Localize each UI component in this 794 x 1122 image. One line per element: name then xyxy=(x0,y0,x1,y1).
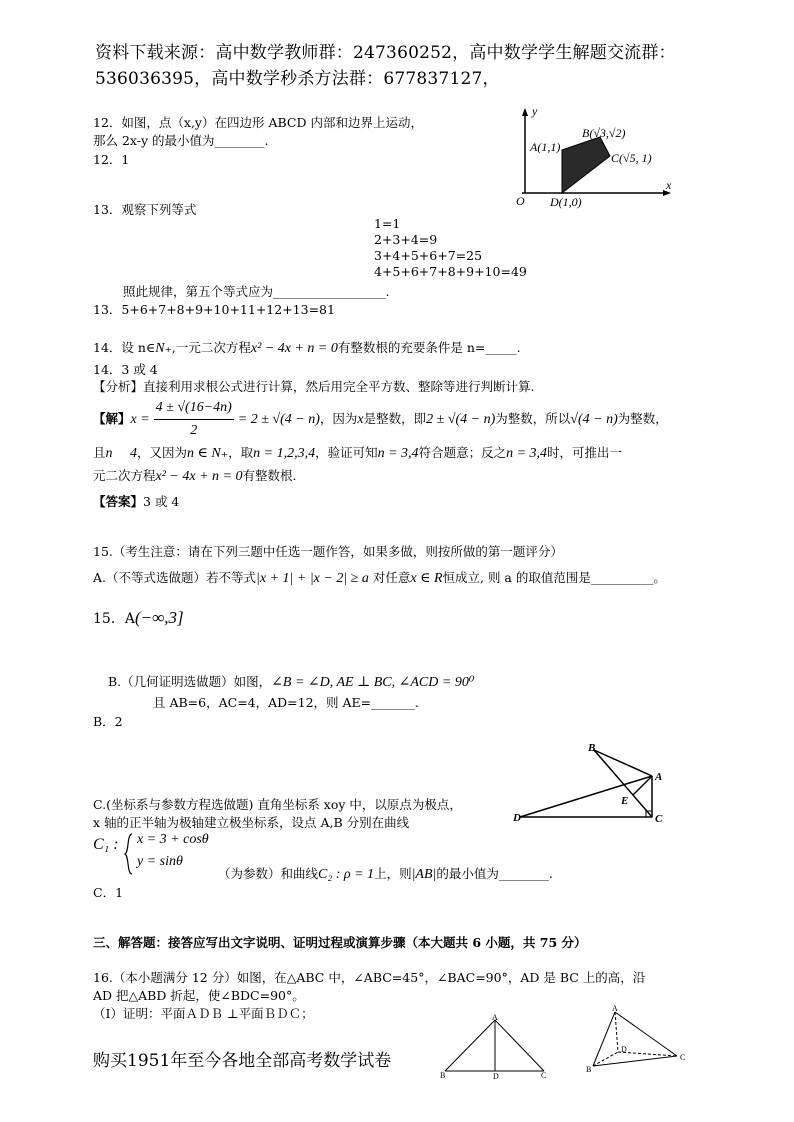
q14-solution-t3: 为整数，所以 xyxy=(495,411,571,426)
q14-l2-f: 时，可推出一 xyxy=(547,445,623,460)
q15b-label-e: E xyxy=(621,795,629,807)
q15c-c1-label xyxy=(93,836,119,854)
q14-solution-e4: √(4 − n) xyxy=(570,412,618,427)
q14-solution-t4: 为整数， xyxy=(617,411,668,426)
q12-answer: 12．1 xyxy=(93,152,130,167)
section3-title: 三、解答题：接答应写出文字说明、证明过程或演算步骤（本大题共 6 小题，共 75 分） xyxy=(93,935,587,950)
q16-figure-flat xyxy=(440,1014,550,1080)
q16-line1: 16.（本小题满分 12 分）如图，在△ABC 中，∠ABC=45°，∠BAC=90°，AD 是 BC 上的高，沿 xyxy=(93,970,646,985)
q14-solution-line2 xyxy=(93,442,622,462)
q14-solution-x: x = xyxy=(130,412,150,427)
q14-stem-b: ,一元二次方程 xyxy=(171,340,251,355)
q14-l3-b: 有整数根. xyxy=(242,468,297,483)
q14-analysis-text: 直接利用求根公式进行计算，然后用完全平方数、整除等进行判断计算. xyxy=(143,379,535,394)
q14-solution-t1: ，因为 xyxy=(319,411,358,426)
q16-fig2-b: B xyxy=(586,1065,592,1074)
q15c-answer: C．1 xyxy=(93,885,124,900)
q15c-param-text: （为参数）和曲线 xyxy=(218,866,319,881)
q12-y-label: y xyxy=(532,104,538,118)
q16-figure-folded xyxy=(585,1004,695,1078)
q15c-tail xyxy=(218,864,553,883)
q14-analysis-tag: 【分析】 xyxy=(93,379,144,394)
q12-label-a: A(1,1) xyxy=(530,140,561,154)
q14-l2-b: ，又因为 xyxy=(137,445,188,460)
q15c-brace xyxy=(124,832,134,876)
q13-equation-2: 2+3+4=9 xyxy=(374,232,438,247)
q15a-answer-prefix: 15．A xyxy=(93,611,135,627)
q14-fraction-numerator: 4 ± √(16−4n) xyxy=(154,397,234,420)
footer-banner: 购买1951年至今各地全部高考数学试卷 xyxy=(93,1051,392,1071)
q15b-pre: B.（几何证明选做题）如图， xyxy=(108,674,272,689)
q14-stem-a: 14．设 n∈ xyxy=(93,340,156,355)
q15a-stem xyxy=(93,568,666,587)
q15a-pre: A.（不等式选做题）若不等式 xyxy=(93,570,257,585)
q15b-line2: 且 AB=6，AC=4，AD=12，则 AE=_______. xyxy=(153,695,419,710)
q15b-label-a: A xyxy=(655,771,663,783)
q14-l2-d: ，验证可知 xyxy=(315,445,378,460)
q14-stem-c: 有整数根的充要条件是 n=_____. xyxy=(337,340,521,355)
q12-label-b: B(√3,√2) xyxy=(582,126,626,140)
q14-l3-eq: x² − 4x + n = 0 xyxy=(155,469,243,484)
q15b-label-c: C xyxy=(655,813,663,825)
q15b-condition: ∠B = ∠D, AE ⊥ BC, ∠ACD = 90⁰ xyxy=(271,675,475,690)
q15c-line1: C.(坐标系与参数方程选做题) 直角坐标系 xoy 中，以原点为极点， xyxy=(93,797,462,812)
q12-origin-label: O xyxy=(516,194,525,208)
q14-final-answer xyxy=(93,492,179,510)
q15c-line2: x 轴的正半轴为极轴建立极坐标系，设点 A,B 分别在曲线 xyxy=(93,815,410,830)
source-banner-line2: 536036395，高中数学秒杀方法群：677837127， xyxy=(95,69,500,89)
q15c-system-eq1: x = 3 + cosθ xyxy=(137,832,209,847)
q12-x-label: x xyxy=(666,178,672,192)
q14-solution-eq2: = 2 ± √(4 − n) xyxy=(237,412,320,427)
q12-stem-line1: 12．如图，点（x,y）在四边形 ABCD 内部和边界上运动， xyxy=(93,115,423,130)
q14-l2-n: n 4 xyxy=(105,446,138,461)
q14-l3-a: 元二次方程 xyxy=(93,468,156,483)
q15a-post: 恒成立, 则 a 的取值范围是__________。 xyxy=(442,570,666,585)
q14-solution-t2: 是整数，即 xyxy=(363,411,427,426)
q15b-triangle-figure xyxy=(510,740,675,830)
q15b-label-d: D xyxy=(513,812,521,824)
q15c-on-text: 上，则 xyxy=(374,866,412,881)
q14-solution-fraction xyxy=(154,397,234,442)
q14-fraction-denominator: 2 xyxy=(190,423,198,438)
q16-line2: AD 把△ABD 折起，使∠BDC=90°。 xyxy=(93,988,305,1003)
q16-fig1-d: D xyxy=(493,1072,499,1081)
q14-analysis xyxy=(93,377,535,395)
q16-fig1-a: A xyxy=(492,1013,498,1022)
q16-fig2-a: A xyxy=(612,1004,618,1013)
q16-fig1-b: B xyxy=(440,1071,446,1080)
q12-quadrilateral-figure xyxy=(510,105,680,215)
q14-l2-ok: n = 3,4 xyxy=(377,446,419,461)
q14-solution-line3 xyxy=(93,466,296,485)
q15b-label-b: B xyxy=(588,742,596,754)
q15b-answer: B．2 xyxy=(93,714,123,729)
q13-equation-4: 4+5+6+7+8+9+10=49 xyxy=(374,264,527,279)
q14-answer-value: 3 或 4 xyxy=(143,494,180,509)
q14-solution-xvar: x xyxy=(357,412,364,427)
q14-answer-tag: 【答案】 xyxy=(93,494,144,509)
q13-equation-1: 1=1 xyxy=(374,216,401,231)
q12-shaded-region xyxy=(562,137,610,193)
q12-stem-line2: 那么 2x-y 的最小值为________. xyxy=(93,133,269,148)
q12-label-c: C(√5, 1) xyxy=(611,151,652,165)
q12-label-d: D(1,0) xyxy=(550,195,582,209)
q16-fig1-c: C xyxy=(541,1071,547,1080)
q14-l2-rev: n = 3,4 xyxy=(506,446,548,461)
q14-stem-nplus: N₊ xyxy=(155,341,172,356)
q15c-system-eq2: y = sinθ xyxy=(137,854,183,869)
q14-l2-vals: n = 1,2,3,4 xyxy=(253,446,316,461)
q14-answer: 14．3 或 4 xyxy=(93,362,158,377)
q15c-post: 的最小值为________. xyxy=(436,866,553,881)
q14-solution-e3: 2 ± √(4 − n) xyxy=(426,412,496,427)
q15a-answer-interval: (−∞,3] xyxy=(134,608,184,627)
q13-answer: 13．5+6+7+8+9+10+11+12+13=81 xyxy=(93,302,335,317)
q14-l2-c: ，取 xyxy=(228,445,254,460)
q14-solution-tag: 【解】 xyxy=(93,411,131,426)
q15b-stem xyxy=(108,672,474,691)
q14-l2-nin: n ∈ N₊ xyxy=(187,446,229,461)
q14-l2-e: 符合题意；反之 xyxy=(418,445,507,460)
q15a-condition: x ∈ R xyxy=(410,571,443,586)
q15a-answer xyxy=(93,608,184,628)
q14-solution-line1 xyxy=(93,397,668,442)
q14-l2-a: 且 xyxy=(93,445,106,460)
q14-stem-equation: x² − 4x + n = 0 xyxy=(250,341,338,356)
q13-prompt: 照此规律，第五个等式应为__________________. xyxy=(123,284,390,299)
q15-header: 15.（考生注意：请在下列三题中任选一题作答，如果多做，则按所做的第一题评分） xyxy=(93,544,563,559)
q16-fig2-d: D xyxy=(621,1045,627,1054)
q16-fig2-c: C xyxy=(680,1053,686,1062)
q15c-ab: |AB| xyxy=(411,867,437,882)
q15c-c2: C₂ : ρ = 1 xyxy=(318,867,375,882)
q16-part1: （Ⅰ）证明：平面ＡＤＢ ⊥平面ＢＤＣ； xyxy=(93,1006,314,1021)
q14-stem xyxy=(93,338,521,357)
q15a-expression: |x + 1| + |x − 2| ≥ a xyxy=(256,571,369,586)
q15c-c1: C₁ : xyxy=(93,836,119,853)
q13-intro: 13．观察下列等式 xyxy=(93,202,197,217)
q15a-mid: 对任意 xyxy=(372,570,411,585)
source-banner-line1: 资料下载来源：高中数学教师群：247360252，高中数学学生解题交流群： xyxy=(95,43,676,63)
q13-equation-3: 3+4+5+6+7=25 xyxy=(374,248,483,263)
